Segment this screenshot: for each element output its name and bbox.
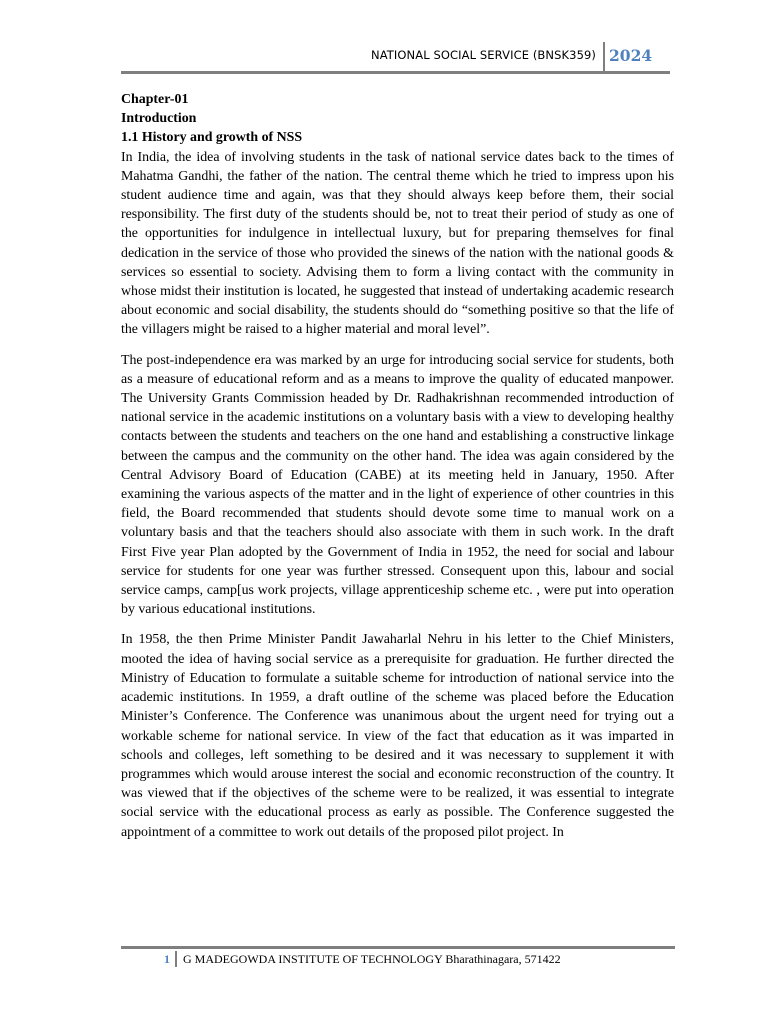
header-title: NATIONAL SOCIAL SERVICE (BNSK359): [371, 48, 596, 62]
header-year: 2024: [609, 46, 653, 65]
chapter-heading: Chapter-01: [121, 92, 189, 107]
paragraph: In India, the idea of involving students in the task of national service dates back to the times of Mahatma Gandhi, the father of the nation. The central theme which he tried to impress upon his student audience time and again, was that they should always keep before them, their social responsibility. The first duty of the students should be, not to treat their period of study as one of the opportunities for indulgence in intellectual luxury, but for preparing themselves for final dedication in the service of those who provided the sinews of the nation with the national goods & services so essential to society. Advising them to form a living contact with the community in whose midst their institution is located, he suggested that instead of undertaking academic research about economic and social disability, the students should do “something positive so that the life of the villagers might be raised to a higher material and moral level”.: [121, 149, 674, 338]
footer-rule: [121, 946, 675, 949]
section-heading: Introduction: [121, 111, 197, 127]
footer-institution: G MADEGOWDA INSTITUTE OF TECHNOLOGY Bharathinagara, 571422: [183, 951, 561, 966]
paragraph: The post-independence era was marked by an urge for introducing social service for students, both as a measure of educational reform and as a means to improve the quality of educated manpower. The University Grants Commission headed by Dr. Radhakrishnan recommended introduction of national service in the academic institutions on a voluntary basis with a view to developing healthy contacts between the students and teachers on the one hand and establishing a constructive linkage between the campus and the community on the other hand. The idea was again considered by the Central Advisory Board of Education (CABE) at its meeting held in January, 1950. After examining the various aspects of the matter and in the light of experience of other countries in this field, the Board recommended that students should devote some time to manual work on a voluntary basis and that the teachers should also associate with them in such work. In the draft First Five year Plan adopted by the Government of India in 1952, the need for social and labour service for students for one year was further stressed. Consequent upon this, labour and social service camps, camp[us work projects, village apprenticeship scheme etc. , were put into operation by various educational institutions.: [121, 352, 674, 618]
header-rule: [121, 71, 670, 74]
page-footer: [164, 950, 561, 968]
page-number: 1: [164, 951, 170, 966]
document-body: [121, 90, 674, 853]
subsection-heading: 1.1 History and growth of NSS: [121, 130, 303, 146]
footer-divider: [175, 951, 177, 967]
paragraph: In 1958, the then Prime Minister Pandit Jawaharlal Nehru in his letter to the Chief Ministers, mooted the idea of having social service as a prerequisite for graduation. He further directed the Ministry of Education to formulate a suitable scheme for introduction of national service into the academic institutions. In 1959, a draft outline of the scheme was placed before the Education Minister’s Conference. The Conference was unanimous about the urgent need for trying out a workable scheme for national service. In view of the fact that education as it was imparted in schools and colleges, left something to be desired and it was necessary to supplement it with programmes which would arouse interest the social and economic reconstruction of the country. It was viewed that if the objectives of the scheme were to be realized, it was essential to integrate social service with the educational process as early as possible. The Conference suggested the appointment of a committee to work out details of the proposed pilot project. In: [121, 632, 674, 840]
header-divider: [603, 42, 605, 72]
page-header: [121, 42, 670, 72]
